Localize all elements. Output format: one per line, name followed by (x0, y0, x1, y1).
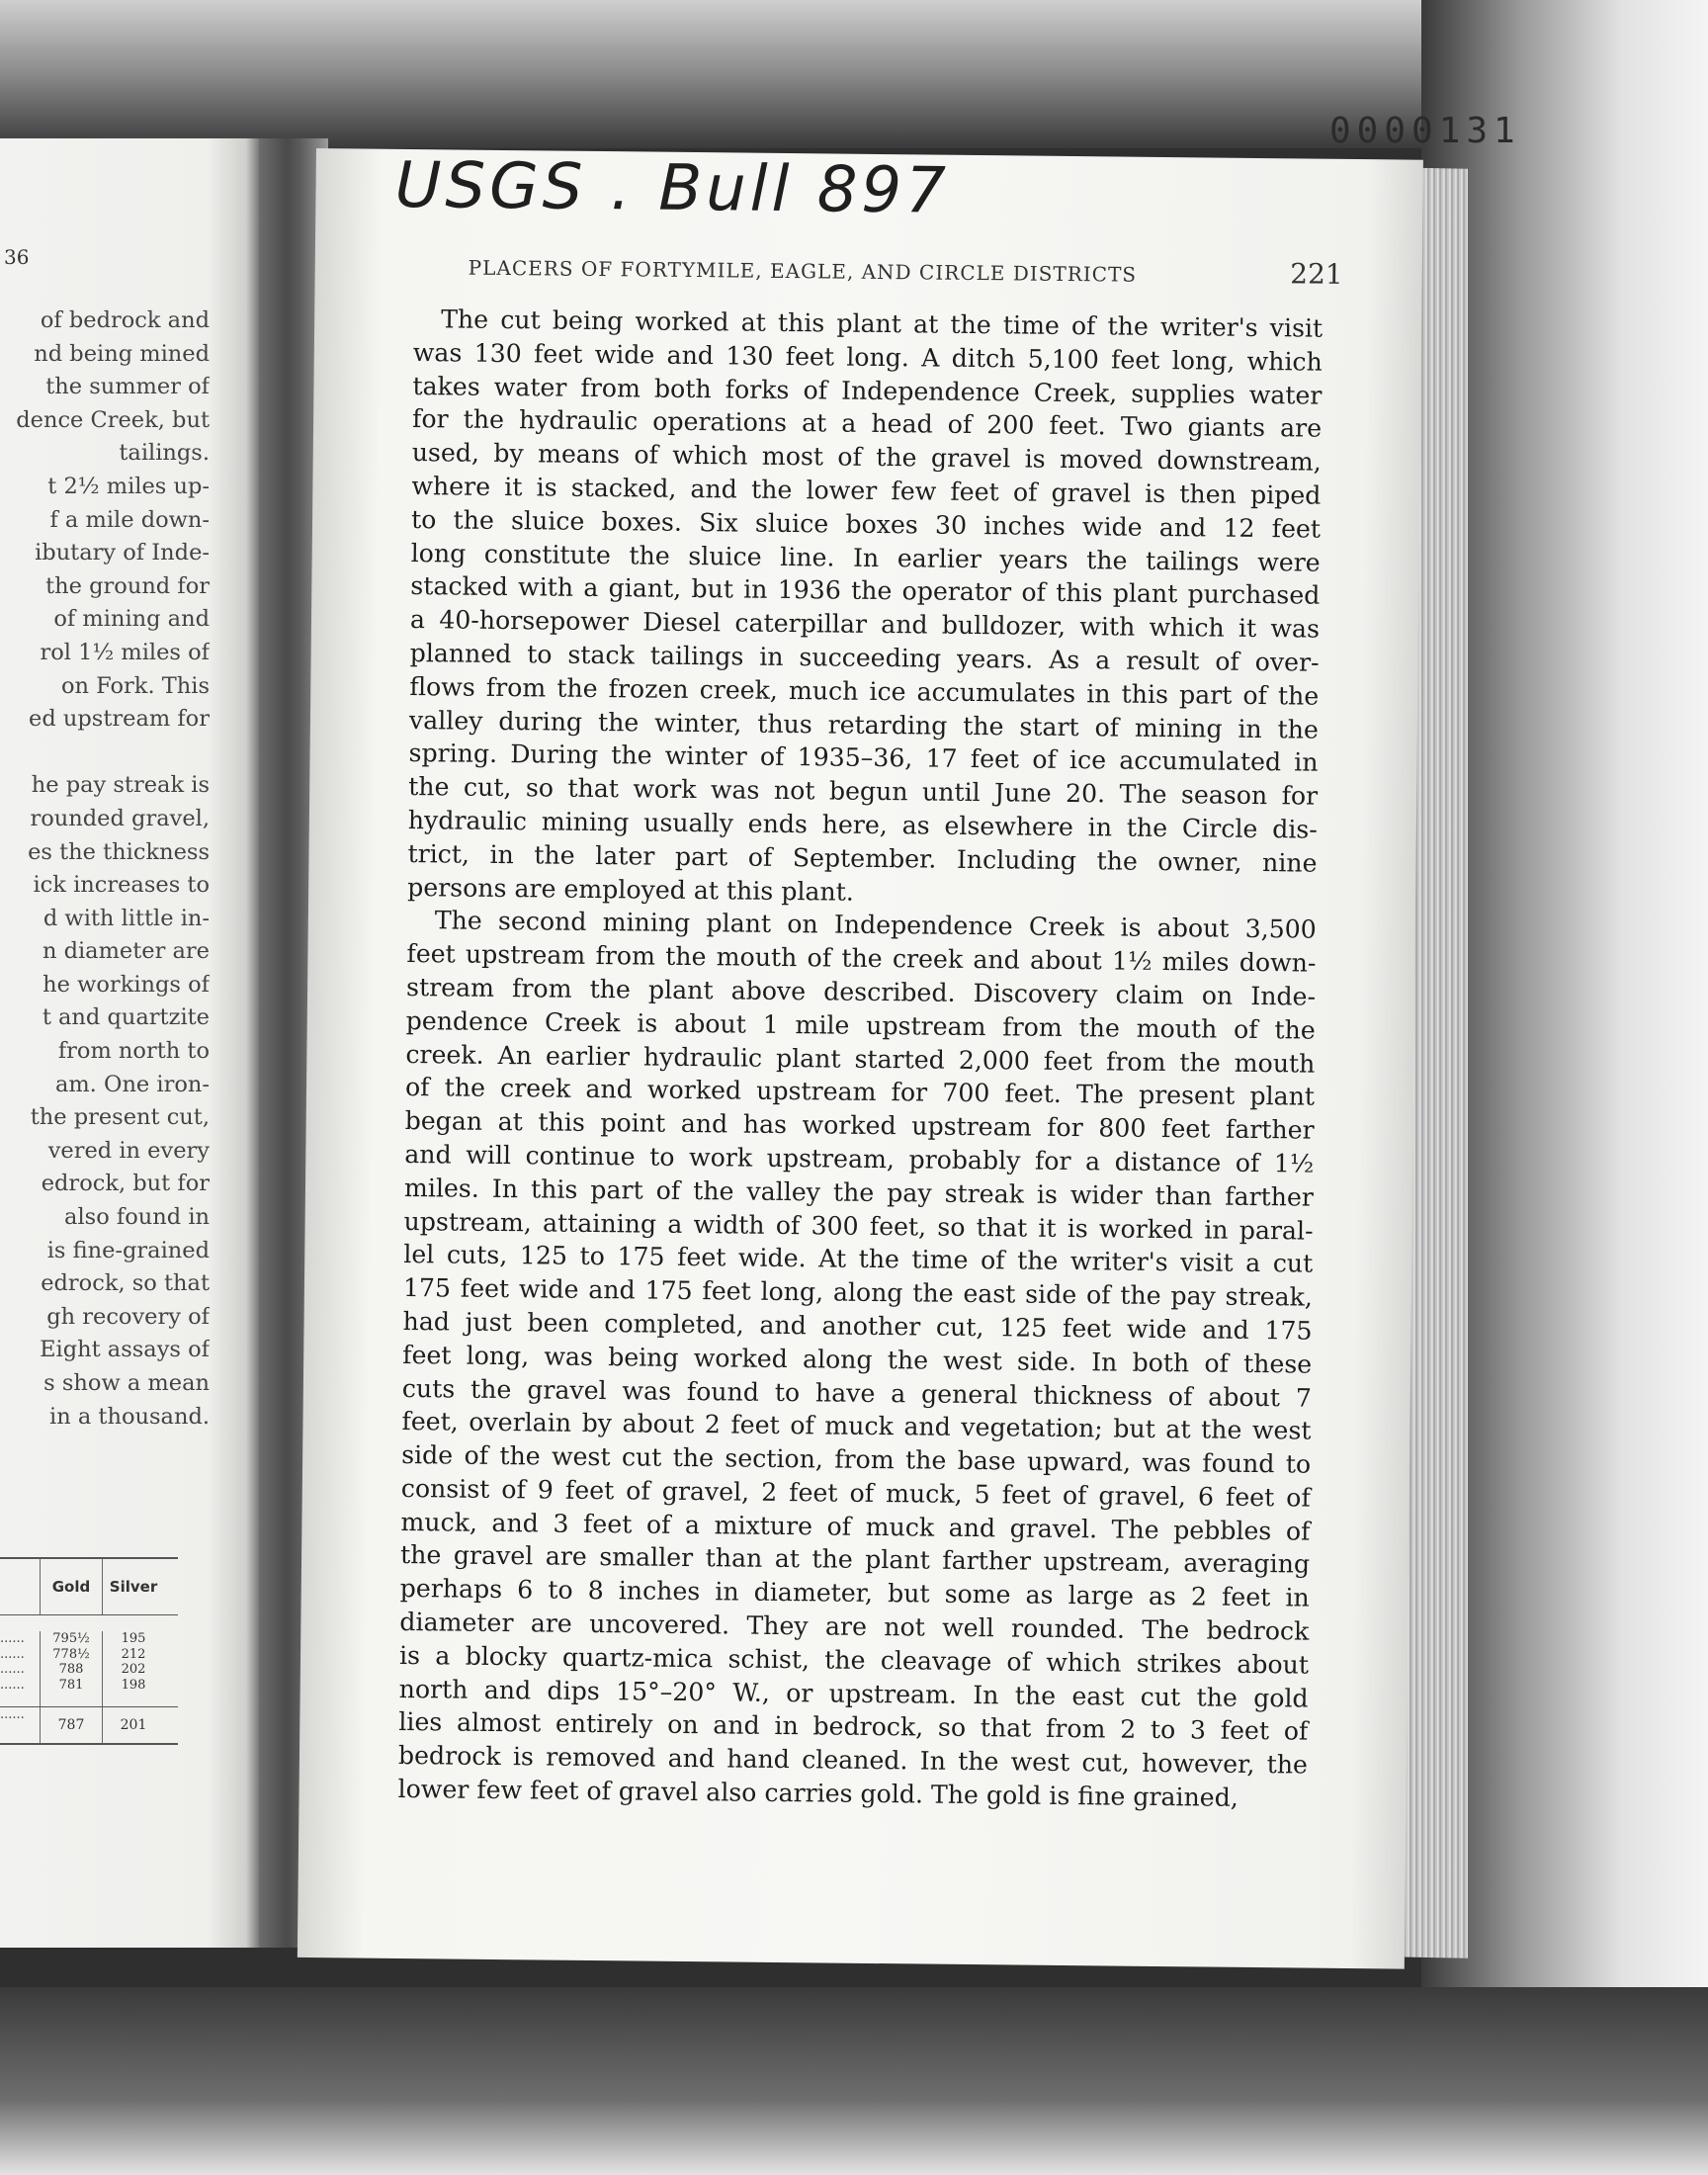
text-line: planned to stack tailings in succeeding years. As a result of over- (409, 638, 1320, 677)
table-cell: 781 (58, 1677, 84, 1693)
right-page (298, 148, 1423, 1969)
left-text-line: vered in every (47, 1137, 210, 1164)
text-line: miles. In this part of the valley the pay streak is wider than farther (403, 1173, 1315, 1212)
left-text-line: rol 1½ miles of (40, 639, 210, 665)
left-page-number: 36 (4, 245, 30, 269)
text-line: began at this point and has worked upstream for 800 feet farther (404, 1106, 1315, 1145)
left-text-line: in a thousand. (49, 1403, 210, 1430)
text-line: valley during the winter, thus retarding the start of mining in the (408, 705, 1320, 744)
text-line: lel cuts, 125 to 175 feet wide. At the time of the writer's visit a cut (403, 1240, 1314, 1278)
handwritten-annotation: USGS . Bull 897 (394, 148, 951, 228)
table-cell: 198 (121, 1677, 146, 1693)
left-text-line: ick increases to (33, 872, 210, 899)
text-line: perhaps 6 to 8 inches in diameter, but some as large as 2 feet in (399, 1574, 1310, 1612)
table-cell: 795½ (52, 1631, 90, 1646)
left-text-line: rounded gravel, (30, 805, 210, 831)
table-cell: 202 (121, 1662, 146, 1677)
text-line: where it is stacked, and the lower few feet of gravel is then piped (411, 472, 1322, 510)
header-gold: Gold (41, 1559, 103, 1614)
left-text-line: dence Creek, but (16, 406, 210, 433)
left-text-line: d with little in- (43, 905, 210, 931)
gold-values (41, 1631, 103, 1706)
text-line: persons are employed at this plant. (407, 872, 855, 907)
text-line: the cut, so that work was not begun until June 20. The season for (408, 772, 1319, 811)
text-line: is a blocky quartz-mica schist, the cleavage of which strikes about (398, 1640, 1310, 1680)
left-text-line: he pay streak is (31, 772, 210, 799)
left-text-line: of bedrock and (40, 307, 210, 333)
text-line: takes water from both forks of Independence Creek, supplies water (412, 371, 1323, 410)
table-cell: 778½ (52, 1646, 90, 1662)
text-line: hydraulic mining usually ends here, as elsewhere in the Circle dis- (407, 805, 1318, 844)
text-line: The cut being worked at this plant at the time of the writer's visit (441, 304, 1324, 343)
scanner-bottom-shadow (0, 1987, 1708, 2175)
text-line: stream from the plant above described. Discovery claim on Inde- (405, 972, 1317, 1011)
left-text-line: am. One iron- (54, 1071, 210, 1097)
text-line: had just been completed, and another cut, 125 feet wide and 175 (402, 1306, 1313, 1346)
text-line: diameter are uncovered. They are not well rounded. The bedrock (399, 1608, 1310, 1646)
text-line: The second mining plant on Independence Creek is about 3,500 (434, 906, 1317, 944)
document-id-stamp: 0000131 (1329, 111, 1521, 151)
left-text-line: t and quartzite (42, 1004, 210, 1031)
left-text-line: nd being mined (34, 340, 210, 367)
table-dot-leaders: ...... ...... ...... ...... (0, 1631, 41, 1706)
text-line: pendence Creek is about 1 mile upstream from the mouth of the (405, 1005, 1316, 1045)
left-text-line: es the thickness (28, 838, 210, 865)
text-line: the gravel are smaller than at the plant farther upstream, averaging (399, 1540, 1311, 1580)
running-head (469, 249, 1343, 291)
assay-table (0, 1557, 178, 1745)
text-line: for the hydraulic operations at a head of 200 feet. Two giants are (411, 404, 1323, 444)
left-text-line: is fine-grained (46, 1237, 210, 1263)
table-mean-row: ...... 787 201 (0, 1707, 178, 1745)
text-line: muck, and 3 feet of a mixture of muck and gravel. The pebbles of (400, 1507, 1311, 1546)
page-number: 221 (1290, 257, 1343, 291)
text-line: to the sluice boxes. Six sluice boxes 30 inches wide and 12 feet (410, 504, 1322, 544)
header-silver: Silver (109, 1578, 158, 1596)
text-line: used, by means of which most of the gravel is moved downstream, (411, 438, 1322, 477)
text-line: flows from the frozen creek, much ice accumulates in this part of the (409, 671, 1320, 711)
left-text-line: from north to (57, 1038, 210, 1065)
left-text-line: gh recovery of (46, 1303, 210, 1330)
left-text-line: edrock, so that (41, 1270, 210, 1297)
text-line: feet, overlain by about 2 feet of muck and vegetation; but at the west (401, 1407, 1312, 1445)
text-line: lies almost entirely on and in bedrock, so that from 2 to 3 feet of (398, 1707, 1309, 1747)
left-text-line: Eight assays of (40, 1337, 210, 1363)
text-line: consist of 9 feet of gravel, 2 feet of muck, 5 feet of gravel, 6 feet of (400, 1473, 1311, 1513)
text-line: trict, in the later part of September. Including the owner, nine (407, 838, 1318, 878)
text-line: 175 feet wide and 175 feet long, along the east side of the pay streak, (402, 1273, 1314, 1312)
text-line: feet upstream from the mouth of the creek and about 1½ miles down- (406, 939, 1317, 978)
left-text-line: ed upstream for (29, 706, 210, 733)
text-line: long constitute the sluice line. In earlier years the tailings were (410, 538, 1321, 577)
left-text-line: the ground for (45, 572, 210, 599)
left-text-line: t 2½ miles up- (47, 473, 210, 499)
left-text-line: the present cut, (30, 1104, 210, 1131)
text-line: north and dips 15°–20° W., or upstream. In the east cut the gold (398, 1674, 1309, 1713)
left-text-line: s show a mean (43, 1370, 210, 1396)
left-text-line: he workings of (43, 971, 210, 998)
left-text-line: ibutary of Inde- (35, 540, 210, 566)
running-head-title: PLACERS OF FORTYMILE, EAGLE, AND CIRCLE DISTRICTS (468, 255, 1138, 287)
mean-gold: 787 (41, 1707, 103, 1743)
text-line: a 40-horsepower Diesel caterpillar and bulldozer, with which it was (409, 605, 1321, 644)
table-cell: 212 (121, 1646, 146, 1662)
left-text-line: edrock, but for (41, 1171, 210, 1197)
left-text-line: f a mile down- (49, 506, 210, 533)
text-line: cuts the gravel was found to have a general thickness of about 7 (401, 1373, 1312, 1413)
table-header (0, 1559, 178, 1615)
text-line: spring. During the winter of 1935–36, 17 feet of ice accumulated in (408, 739, 1319, 778)
text-line: side of the west cut the section, from the base upward, was found to (401, 1440, 1312, 1479)
left-page-text (0, 304, 210, 1434)
text-line: lower few feet of gravel also carries gold. The gold is fine grained, (397, 1775, 1238, 1812)
table-cell: 788 (58, 1662, 84, 1677)
silver-values (103, 1631, 164, 1706)
left-text-line: on Fork. This (60, 672, 210, 699)
left-text-line: n diameter are (42, 938, 210, 965)
left-text-line: tailings. (119, 440, 210, 467)
text-line: and will continue to work upstream, probably for a distance of 1½ (404, 1139, 1315, 1178)
text-line: was 130 feet wide and 130 feet long. A ditch 5,100 feet long, which (412, 337, 1323, 377)
text-line: stacked with a giant, but in 1936 the operator of this plant purchased (410, 571, 1321, 611)
left-text-line: also found in (64, 1204, 210, 1231)
text-line: upstream, attaining a width of 300 feet, so that it is worked in paral- (403, 1206, 1314, 1246)
mean-silver: 201 (120, 1717, 147, 1733)
left-page (0, 138, 259, 1948)
text-line: bedrock is removed and hand cleaned. In the west cut, however, the (397, 1741, 1309, 1780)
text-line: of the creek and worked upstream for 700 feet. The present plant (404, 1073, 1316, 1111)
table-body (0, 1615, 178, 1707)
left-text-line: of mining and (53, 606, 210, 633)
table-cell: 195 (121, 1631, 146, 1646)
text-line: creek. An earlier hydraulic plant started 2,000 feet from the mouth (405, 1039, 1316, 1079)
body-text (397, 303, 1323, 1815)
left-text-line: the summer of (45, 374, 210, 400)
text-line: feet long, was being worked along the west side. In both of these (402, 1340, 1313, 1379)
